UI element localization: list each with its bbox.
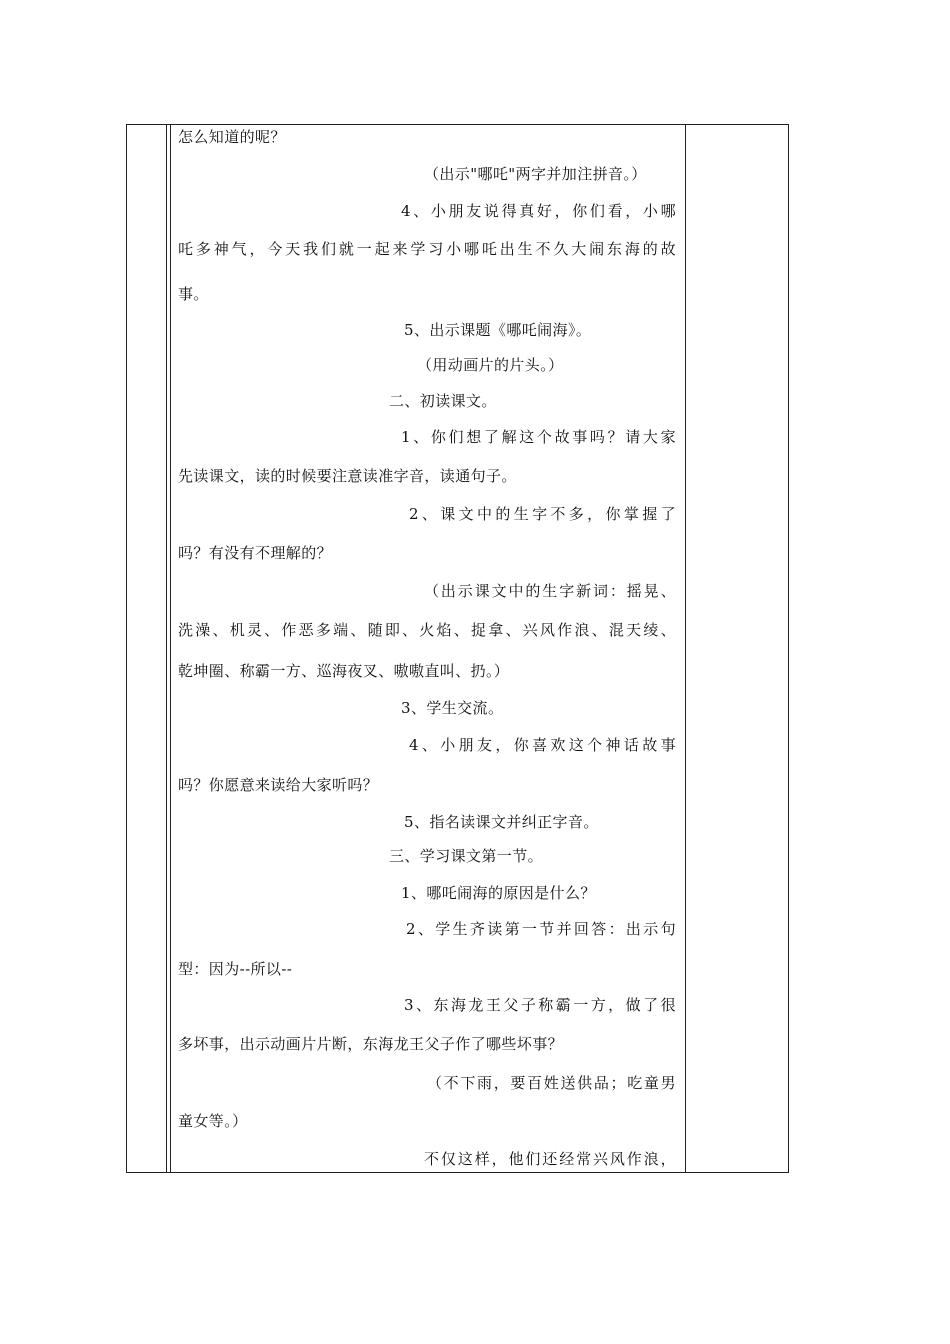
text-line: 先读课文，读的时候要注意读准字音，读通句子。 bbox=[178, 467, 517, 485]
text-line: 2、学生齐读第一节并回答：出示句 bbox=[406, 920, 676, 938]
column-divider bbox=[685, 124, 686, 1173]
text-line: 吗？你愿意来读给大家听吗？ bbox=[178, 776, 379, 794]
text-line: （出示"哪吒"两字并加注拼音。） bbox=[424, 165, 647, 183]
text-line: （用动画片的片头。） bbox=[417, 356, 564, 374]
text-line: （出示课文中的生字新词：摇晃、 bbox=[424, 582, 676, 600]
text-line: （不下雨，要百姓送供品；吃童男 bbox=[427, 1074, 676, 1092]
text-line: 多坏事，出示动画片片断，东海龙王父子作了哪些坏事？ bbox=[178, 1035, 564, 1053]
column-divider bbox=[170, 124, 171, 1173]
text-line: 5、指名读课文并纠正字音。 bbox=[404, 813, 599, 831]
text-line: 事。 bbox=[178, 285, 209, 303]
text-line: 2、课文中的生字不多，你掌握了 bbox=[409, 505, 676, 523]
section-heading: 二、初读课文。 bbox=[389, 392, 497, 410]
text-line: 洗澡、机灵、作恶多端、随即、火焰、捉拿、兴风作浪、混天绫、 bbox=[178, 621, 676, 639]
text-line: 型：因为--所以-- bbox=[178, 960, 293, 978]
text-line: 4、小朋友说得真好，你们看，小哪 bbox=[401, 202, 676, 220]
text-line: 乾坤圈、称霸一方、巡海夜叉、嗷嗷直叫、扔。） bbox=[178, 662, 510, 680]
text-line: 怎么知道的呢？ bbox=[178, 128, 286, 146]
text-line: 3、学生交流。 bbox=[401, 699, 504, 717]
text-line: 3、东海龙王父子称霸一方，做了很 bbox=[404, 996, 676, 1014]
text-line: 1、你们想了解这个故事吗？请大家 bbox=[401, 428, 676, 446]
text-line: 5、出示课题《哪吒闹海》。 bbox=[404, 321, 592, 339]
section-heading: 三、学习课文第一节。 bbox=[389, 847, 544, 865]
lesson-table bbox=[126, 124, 789, 1173]
text-line: 童女等。） bbox=[178, 1112, 248, 1130]
text-line: 4、小朋友，你喜欢这个神话故事 bbox=[409, 736, 676, 754]
text-line: 吗？有没有不理解的？ bbox=[178, 544, 333, 562]
text-line: 不仅这样，他们还经常兴风作浪， bbox=[424, 1150, 676, 1168]
text-line: 吒多神气，今天我们就一起来学习小哪吒出生不久大闹东海的故 bbox=[178, 240, 676, 258]
text-line: 1、哪吒闹海的原因是什么？ bbox=[401, 884, 596, 902]
column-divider bbox=[166, 124, 167, 1173]
